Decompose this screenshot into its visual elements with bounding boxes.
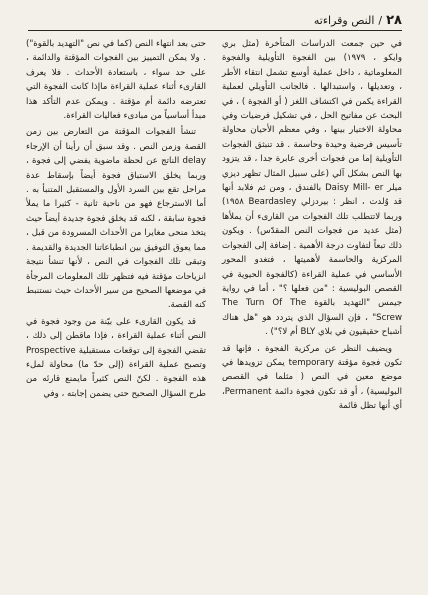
paragraph: ويضيف النظر عن مركزية الفجوة ، فإنها قد تكون فجوة مؤقتة temporary يمكن تزويدها في موضع معين في النص ( مثلما في القصص البوليسية) ، أو قد تكون فجوة دائمة Permanent، أي أنها تظل قائمة [222, 343, 402, 412]
running-title: النص وقراءته [313, 13, 375, 27]
right-column [222, 37, 402, 583]
paragraph: في حين جمعت الدراسات المتأخرة (مثل بري وايكو ، ١٩٧٩) بين الفجوة التأويلية والفجوة المعلوماتية ، داخل عملية أوسع تشمل انتقاء الأطر ، وتعديلها ، واستبدالها . فالجانب التأويلي لعملية القراءة يكمن في اكتشاف اللغز ( أو الفجوة ) ، في البحث عن مفاتيح الحل ، في تشكيل فرضيات وفي محاولة الاختيار بينها ، وفي معظم الأحيان محاولة تأسيس فرضية وحيدة وحاسمة . قد تنبثق الفجوات التأويلية إما من فجوات أخرى عابرة جدا ، قد يتزود بها النص بشكل آلي (على سبيل المثال تظهر ديزي ميلر Daisy Mill- er بالفندق ، ومن ثم فلابد أنها قد وُلدت ، انظر : بيردزلي Beardasley ١٩٥٨) وربما لاتتطلب تلك الفجوات من القارىء أن يملأها (مثل عديد من فجوات النص المقدّس) . ويكون ذلك تبعاً لتفاوت درجة الأهمية . إضافة إلى الفجوات المركزية والحاسمة لأهميتها ، فتغدو المحور الأساسي في عملية القراءة (كالفجوة الحيوية في القصص البوليسية : "من فعلها ؟" ، أما في رواية جيمس "التهديد بالقوة The Turn Of The Screw" ، فإن السؤال الذي يتردد هو "هل هناك أشباح حقيقيون في بلاي BLY أم لا؟") . [222, 39, 403, 338]
running-header [28, 10, 402, 31]
text-columns [26, 37, 402, 583]
page-number: ٢٨ [386, 12, 402, 28]
paragraph: تنشأ الفجوات المؤقتة من التعارض بين زمن القصة وزمن النص . وقد سبق أن رأينا أن الإرجاء delay الناتج عن لحظة ماضوية يفضي إلى فجوة ، وربما يخلق الاستباق فجوة أيضاً بإسقاط عدة مراحل تقع بين السرد الأول والمستقبل المتنبأ به . أما الاسترجاع فهو من ناحية ثانية - كثيرا ما يملأ فجوة سابقة ، لكنه قد يخلق فجوة جديدة أيضاً حيث يتخذ منحى مغايرا من الأحداث المسرودة من قبل ، مما يعوق التوفيق بين انطباعاتنا الجديدة والقديمة . وتبقى تلك الفجوات في النص ، لأنها تنشأ نتيجة انزياحات مؤقتة فيه فتظهر تلك المعلومات المرجأة في موضعها الصحيح من سير الأحداث حيث نستنبط كنه القصة. [26, 127, 206, 311]
header-separator: / [378, 13, 383, 27]
paragraph: قد يكون القارىء على بيّنة من وجود فجوة في النص أثناء عملية القراءة ، فإذا ماقطن إلى ذلك ، تقضي الفجوة إلى توقعات مستقبلية Prospective وتصبح عملية القراءة (إلى حدّ ما) محاولة لملء هذه الفجوة . لكنّ النص كثيراً مايمنع قارئه من طرح السؤال الصحيح حتى يضمن إجابته ، وفي [26, 316, 206, 399]
left-column [26, 37, 206, 583]
paragraph: حتى بعد انتهاء النص (كما في نص "التهديد بالقوة") . ولا يمكن التمييز بين الفجوات المؤقتة والدائمة ، على حد سواء ، باستعادة الأحداث . فلا يعرف القارىء أثناء عملية القراءة ماإذا كانت الفجوة التي تعترضه دائمة أم مؤقتة . ويمكن عدم التأكد هذا مبدأ أساسياً من مبادىء فعاليات القراءة. [26, 39, 206, 122]
